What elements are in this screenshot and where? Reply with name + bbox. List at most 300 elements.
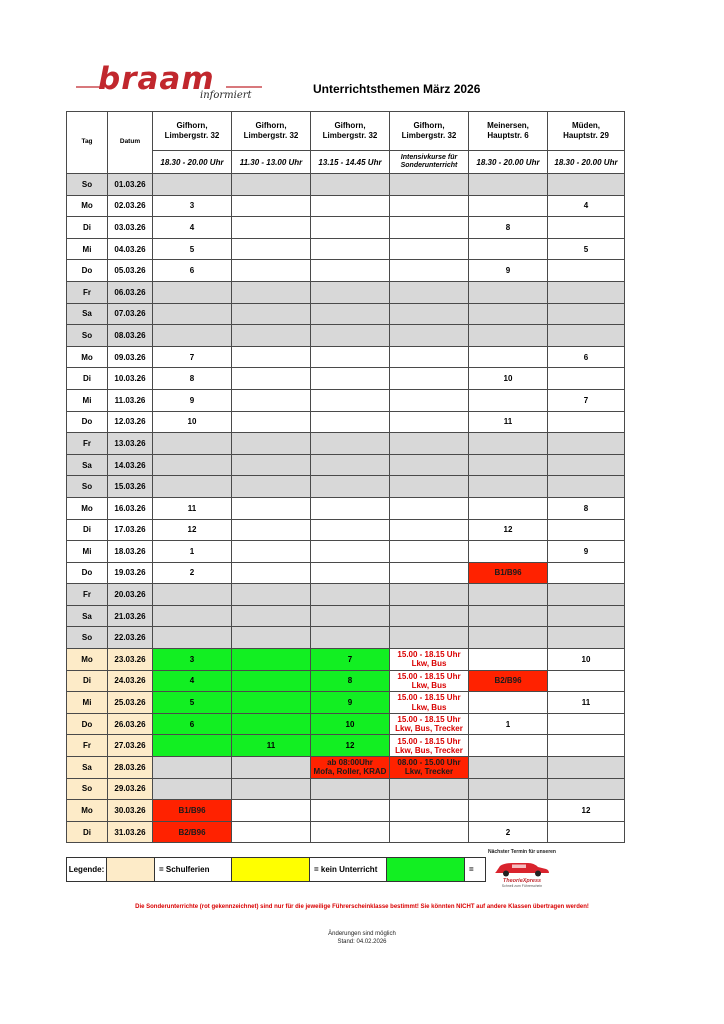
cell-topic (232, 303, 311, 325)
cell-topic (232, 325, 311, 347)
schedule-table (66, 111, 625, 843)
cell-date: 23.03.26 (108, 649, 153, 671)
cell-topic (469, 735, 548, 757)
cell-topic (548, 260, 625, 282)
cell-topic (311, 605, 390, 627)
cell-topic: B1/B96 (469, 562, 548, 584)
cell-topic (232, 519, 311, 541)
cell-tag: Mi (67, 541, 108, 563)
cell-topic: 3 (153, 649, 232, 671)
cell-topic (390, 174, 469, 196)
cell-topic: 3 (153, 195, 232, 217)
cell-topic (311, 541, 390, 563)
cell-topic (153, 433, 232, 455)
cell-topic (232, 260, 311, 282)
cell-topic (153, 476, 232, 498)
cell-topic (548, 821, 625, 843)
cell-topic (232, 713, 311, 735)
cell-date: 27.03.26 (108, 735, 153, 757)
cell-line: Mofa, Roller, KRAD (313, 767, 387, 777)
cell-topic (469, 605, 548, 627)
cell-tag: Mo (67, 800, 108, 822)
cell-line: 15.00 - 18.15 Uhr (397, 650, 461, 660)
cell-topic (232, 692, 311, 714)
cell-tag: So (67, 174, 108, 196)
cell-topic (548, 476, 625, 498)
cell-topic (232, 821, 311, 843)
cell-topic (232, 217, 311, 239)
cell-topic (232, 541, 311, 563)
table-row (67, 238, 625, 260)
cell-topic (232, 605, 311, 627)
header-location-1: Gifhorn, Limbergstr. 32 (153, 112, 232, 151)
cell-topic (153, 735, 232, 757)
cell-topic (232, 454, 311, 476)
table-row (67, 800, 625, 822)
cell-tag: Mo (67, 497, 108, 519)
promo-slogan: Schnell zum Führerschein (501, 884, 543, 888)
header-time-5: 18.30 - 20.00 Uhr (469, 151, 548, 174)
cell-tag: Sa (67, 605, 108, 627)
cell-tag: Mi (67, 238, 108, 260)
cell-topic (311, 778, 390, 800)
cell-topic (390, 411, 469, 433)
cell-topic (548, 627, 625, 649)
cell-topic (390, 238, 469, 260)
cell-topic (469, 584, 548, 606)
table-row (67, 757, 625, 779)
cell-topic: 12 (548, 800, 625, 822)
cell-date: 21.03.26 (108, 605, 153, 627)
cell-topic (311, 433, 390, 455)
cell-topic (232, 238, 311, 260)
cell-topic (548, 454, 625, 476)
table-row (67, 476, 625, 498)
header-location-2: Gifhorn, Limbergstr. 32 (232, 112, 311, 151)
promo-note: Nächster Termin für unseren (488, 849, 556, 855)
cell-topic (390, 346, 469, 368)
cell-date: 01.03.26 (108, 174, 153, 196)
table-row (67, 562, 625, 584)
cell-topic (469, 476, 548, 498)
header-location-3: Gifhorn, Limbergstr. 32 (311, 112, 390, 151)
page-title: Unterrichtsthemen März 2026 (313, 82, 481, 96)
cell-topic (153, 778, 232, 800)
cell-topic (469, 757, 548, 779)
cell-topic (548, 562, 625, 584)
cell-topic (232, 174, 311, 196)
cell-line: 15.00 - 18.15 Uhr (397, 714, 461, 724)
cell-topic (311, 303, 390, 325)
cell-topic: 11 (232, 735, 311, 757)
cell-tag: Fr (67, 584, 108, 606)
cell-tag: Fr (67, 433, 108, 455)
cell-tag: So (67, 627, 108, 649)
cell-topic (311, 454, 390, 476)
table-row (67, 497, 625, 519)
cell-tag: Mi (67, 692, 108, 714)
cell-topic (311, 497, 390, 519)
cell-topic (311, 174, 390, 196)
cell-date: 25.03.26 (108, 692, 153, 714)
cell-topic (390, 260, 469, 282)
cell-tag: Do (67, 411, 108, 433)
cell-topic (548, 368, 625, 390)
cell-line: Lkw, Bus (411, 680, 447, 690)
header-time-1: 18.30 - 20.00 Uhr (153, 151, 232, 174)
header-location-6: Müden, Hauptstr. 29 (548, 112, 625, 151)
cell-topic: 5 (153, 238, 232, 260)
header-time-6: 18.30 - 20.00 Uhr (548, 151, 625, 174)
cell-topic (311, 800, 390, 822)
table-row (67, 713, 625, 735)
cell-topic (311, 346, 390, 368)
cell-topic (390, 389, 469, 411)
cell-topic: 2 (153, 562, 232, 584)
cell-topic (232, 757, 311, 779)
table-row (67, 346, 625, 368)
header-tag: Tag (67, 112, 108, 174)
cell-topic (153, 627, 232, 649)
cell-topic (390, 562, 469, 584)
cell-tag: Di (67, 368, 108, 390)
cell-topic (548, 735, 625, 757)
cell-topic (232, 670, 311, 692)
cell-date: 14.03.26 (108, 454, 153, 476)
cell-tag: So (67, 778, 108, 800)
cell-topic: 8 (153, 368, 232, 390)
table-row (67, 303, 625, 325)
logo-wordmark: braam (98, 61, 215, 97)
cell-topic (469, 174, 548, 196)
cell-topic (548, 303, 625, 325)
cell-tag: Mo (67, 346, 108, 368)
cell-topic (469, 800, 548, 822)
cell-topic (311, 519, 390, 541)
cell-topic (548, 174, 625, 196)
cell-date: 11.03.26 (108, 389, 153, 411)
cell-topic: 11 (548, 692, 625, 714)
cell-topic (311, 238, 390, 260)
cell-topic (548, 713, 625, 735)
cell-line: 08.00 - 15.00 Uhr (397, 757, 461, 767)
cell-topic: 10 (548, 649, 625, 671)
cell-topic: 6 (153, 713, 232, 735)
table-row (67, 519, 625, 541)
cell-date: 08.03.26 (108, 325, 153, 347)
cell-topic (548, 281, 625, 303)
cell-topic (390, 195, 469, 217)
cell-topic (153, 325, 232, 347)
table-row (67, 670, 625, 692)
cell-topic (232, 433, 311, 455)
header-location-4: Gifhorn, Limbergstr. 32 (390, 112, 469, 151)
cell-date: 02.03.26 (108, 195, 153, 217)
cell-topic: 12 (311, 735, 390, 757)
cell-topic: 9 (153, 389, 232, 411)
cell-topic: 9 (469, 260, 548, 282)
legend-swatch-green (387, 858, 465, 881)
cell-tag: So (67, 476, 108, 498)
cell-tag: Fr (67, 281, 108, 303)
cell-topic (469, 325, 548, 347)
cell-topic (311, 217, 390, 239)
table-row (67, 605, 625, 627)
table-row (67, 692, 625, 714)
table-row (67, 260, 625, 282)
cell-topic (390, 476, 469, 498)
braam-logo (76, 61, 262, 108)
header-time-3: 13.15 - 14.45 Uhr (311, 151, 390, 174)
cell-date: 06.03.26 (108, 281, 153, 303)
cell-tag: Fr (67, 735, 108, 757)
cell-tag: Di (67, 217, 108, 239)
cell-date: 19.03.26 (108, 562, 153, 584)
cell-topic (390, 670, 469, 692)
cell-topic: B2/B96 (469, 670, 548, 692)
cell-line: ab 08:00Uhr (327, 757, 373, 767)
table-row (67, 389, 625, 411)
cell-date: 04.03.26 (108, 238, 153, 260)
cell-line: Lkw, Bus, Trecker (395, 724, 463, 734)
cell-date: 15.03.26 (108, 476, 153, 498)
cell-topic (311, 562, 390, 584)
cell-topic (390, 627, 469, 649)
cell-topic: 9 (548, 541, 625, 563)
cell-topic (548, 757, 625, 779)
cell-date: 05.03.26 (108, 260, 153, 282)
cell-topic (390, 217, 469, 239)
car-icon (492, 858, 552, 878)
cell-date: 31.03.26 (108, 821, 153, 843)
cell-topic (390, 800, 469, 822)
cell-topic: 4 (153, 217, 232, 239)
cell-topic (469, 649, 548, 671)
cell-topic (311, 411, 390, 433)
cell-topic (311, 368, 390, 390)
cell-topic (390, 325, 469, 347)
cell-topic: 10 (469, 368, 548, 390)
cell-topic: 10 (153, 411, 232, 433)
cell-topic (390, 541, 469, 563)
cell-topic (390, 605, 469, 627)
legend-swatch-no-lesson (232, 858, 310, 881)
cell-topic (311, 389, 390, 411)
cell-topic (469, 433, 548, 455)
table-row (67, 454, 625, 476)
cell-topic (469, 303, 548, 325)
legend-text-no-lesson: = kein Unterricht (310, 858, 387, 881)
cell-tag: Sa (67, 303, 108, 325)
cell-topic (390, 692, 469, 714)
cell-topic (232, 584, 311, 606)
cell-topic: 2 (469, 821, 548, 843)
cell-date: 30.03.26 (108, 800, 153, 822)
table-row (67, 584, 625, 606)
cell-topic (311, 476, 390, 498)
cell-topic: 11 (153, 497, 232, 519)
cell-topic (232, 195, 311, 217)
table-row (67, 433, 625, 455)
cell-topic (390, 281, 469, 303)
cell-topic: 12 (469, 519, 548, 541)
cell-tag: Mo (67, 649, 108, 671)
cell-topic (548, 217, 625, 239)
cell-topic (469, 778, 548, 800)
header-location-5: Meinersen, Hauptstr. 6 (469, 112, 548, 151)
cell-topic (390, 584, 469, 606)
cell-line: 15.00 - 18.15 Uhr (397, 736, 461, 746)
cell-topic (153, 281, 232, 303)
cell-topic (232, 389, 311, 411)
cell-line: Lkw, Bus (411, 702, 447, 712)
cell-date: 03.03.26 (108, 217, 153, 239)
cell-topic (390, 303, 469, 325)
cell-topic (232, 476, 311, 498)
cell-topic (232, 497, 311, 519)
cell-date: 22.03.26 (108, 627, 153, 649)
cell-topic (469, 281, 548, 303)
cell-date: 24.03.26 (108, 670, 153, 692)
cell-topic: 1 (153, 541, 232, 563)
cell-topic (469, 454, 548, 476)
cell-topic (311, 821, 390, 843)
table-row (67, 368, 625, 390)
cell-tag: Di (67, 670, 108, 692)
table-row (67, 281, 625, 303)
cell-topic (153, 454, 232, 476)
cell-topic: 7 (311, 649, 390, 671)
cell-topic (390, 433, 469, 455)
cell-topic (390, 649, 469, 671)
cell-topic (548, 411, 625, 433)
cell-tag: Sa (67, 757, 108, 779)
cell-topic (469, 497, 548, 519)
cell-topic (232, 411, 311, 433)
cell-topic (311, 260, 390, 282)
cell-topic (232, 346, 311, 368)
cell-topic: 6 (548, 346, 625, 368)
cell-line: 15.00 - 18.15 Uhr (397, 693, 461, 703)
cell-topic: 5 (153, 692, 232, 714)
legend (66, 857, 486, 882)
cell-topic (390, 519, 469, 541)
cell-topic (232, 627, 311, 649)
legend-swatch-holidays (107, 858, 155, 881)
table-row (67, 735, 625, 757)
cell-tag: Do (67, 562, 108, 584)
cell-topic (390, 368, 469, 390)
cell-topic (469, 389, 548, 411)
cell-tag: So (67, 325, 108, 347)
table-row (67, 627, 625, 649)
cell-topic (311, 325, 390, 347)
cell-tag: Di (67, 519, 108, 541)
cell-date: 20.03.26 (108, 584, 153, 606)
cell-topic: 1 (469, 713, 548, 735)
cell-topic: 9 (311, 692, 390, 714)
cell-date: 10.03.26 (108, 368, 153, 390)
cell-date: 18.03.26 (108, 541, 153, 563)
cell-topic (311, 584, 390, 606)
cell-topic (311, 627, 390, 649)
cell-topic (390, 821, 469, 843)
cell-topic (153, 584, 232, 606)
cell-topic (390, 713, 469, 735)
cell-topic: 8 (469, 217, 548, 239)
header-datum: Datum (108, 112, 153, 174)
cell-date: 16.03.26 (108, 497, 153, 519)
cell-topic (311, 281, 390, 303)
cell-topic: 7 (153, 346, 232, 368)
cell-topic (232, 281, 311, 303)
cell-topic (548, 605, 625, 627)
cell-line: Lkw, Bus (411, 659, 447, 669)
cell-tag: Mo (67, 195, 108, 217)
cell-topic (232, 562, 311, 584)
legend-text-green: = (469, 865, 474, 874)
cell-topic (548, 433, 625, 455)
cell-topic (232, 368, 311, 390)
table-row (67, 174, 625, 196)
cell-topic (232, 649, 311, 671)
cell-line: Lkw, Trecker (404, 767, 454, 777)
header-time-4: Intensivkurse für Sonderunterricht (390, 151, 469, 174)
cell-topic (390, 454, 469, 476)
cell-topic (548, 670, 625, 692)
table-row (67, 649, 625, 671)
cell-tag: Do (67, 260, 108, 282)
promo-brand: TheorieXpress (502, 878, 542, 884)
cell-tag: Mi (67, 389, 108, 411)
cell-date: 17.03.26 (108, 519, 153, 541)
cell-topic (469, 627, 548, 649)
cell-topic (548, 584, 625, 606)
footer-stand: Stand: 04.02.2026 (337, 939, 387, 946)
cell-date: 13.03.26 (108, 433, 153, 455)
cell-topic: 12 (153, 519, 232, 541)
cell-topic (469, 195, 548, 217)
schedule-body (67, 174, 625, 843)
cell-topic: 8 (311, 670, 390, 692)
cell-topic (232, 778, 311, 800)
cell-topic (311, 757, 390, 779)
cell-topic (153, 174, 232, 196)
cell-topic: 7 (548, 389, 625, 411)
cell-tag: Sa (67, 454, 108, 476)
cell-date: 07.03.26 (108, 303, 153, 325)
cell-topic: 5 (548, 238, 625, 260)
table-row (67, 217, 625, 239)
cell-date: 29.03.26 (108, 778, 153, 800)
cell-topic (548, 519, 625, 541)
logo-subtext: informiert (200, 90, 252, 101)
legend-text-holidays: = Schulferien (155, 858, 232, 881)
cell-topic (469, 346, 548, 368)
cell-topic (390, 497, 469, 519)
disclaimer: Die Sonderunterrichte (rot gekennzeichnet) sind nur für die jeweilige Führerscheinklasse bestimmt! Sie könnten NICHT auf andere Klassen übertragen werden! (135, 904, 589, 910)
cell-date: 12.03.26 (108, 411, 153, 433)
table-row (67, 541, 625, 563)
cell-date: 28.03.26 (108, 757, 153, 779)
cell-line: 15.00 - 18.15 Uhr (397, 671, 461, 681)
cell-topic (153, 303, 232, 325)
cell-topic (469, 692, 548, 714)
footer (0, 930, 724, 946)
footer-changes: Änderungen sind möglich (328, 931, 396, 937)
cell-topic (469, 238, 548, 260)
cell-topic (548, 778, 625, 800)
